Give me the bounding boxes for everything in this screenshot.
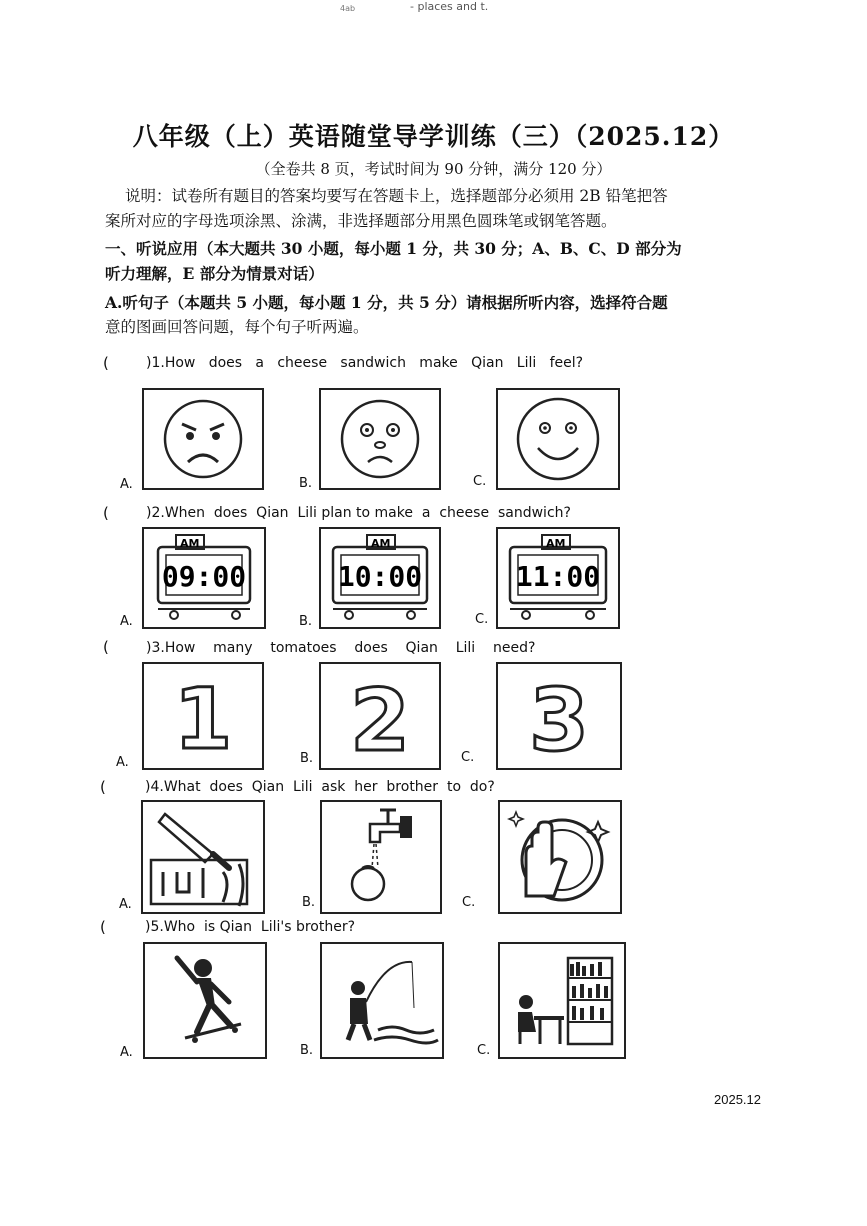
option-label: C. [477,1043,491,1058]
number-two-icon [321,664,439,768]
option-picture[interactable] [319,662,441,770]
tap-washing-tomato-icon [322,802,440,912]
number-text: 1 [173,670,233,768]
option-label: B. [300,1043,314,1058]
answer-paren[interactable]: ( [103,354,109,372]
option-label: A. [116,755,129,770]
section-heading [105,236,765,286]
section-heading-line-2: 听力理解，E 部分为情景对话） [105,264,324,283]
number-three-icon [498,664,620,768]
option-label: C. [475,612,489,627]
clock-time: 10:00 [337,560,423,593]
question-1: )1.How does a cheese sandwich make Qian Lili feel? [146,355,584,371]
question-2: )2.When does Qian Lili plan to make a cheese sandwich? [146,505,571,521]
option-label: A. [120,477,133,492]
part-a-heading-line-2: 意的图画回答问题，每个句子听两遍。 [105,318,369,336]
instructions [105,184,765,234]
option-picture[interactable] [141,800,265,914]
clock-am-label: AM [371,537,391,550]
instructions-line-2: 案所对应的字母选项涂黑、涂满，非选择题部分用黑色圆珠笔或钢笔答题。 [105,212,617,230]
option-picture[interactable] [496,527,620,629]
angry-face-icon [144,390,262,488]
option-picture[interactable] [498,800,622,914]
option-label: B. [300,751,314,766]
clock-time: 11:00 [515,560,601,593]
question-4: )4.What does Qian Lili ask her brother to do? [145,779,495,795]
option-label: B. [299,476,313,491]
number-text: 3 [529,671,589,768]
section-heading-line-1: 一、听说应用（本大题共 30 小题，每小题 1 分，共 30 分；A、B、C、D 部分为 [105,239,682,258]
option-picture[interactable] [142,527,266,629]
answer-paren[interactable]: ( [100,778,106,796]
scan-mark-text: - places and t. [410,0,489,13]
worried-face-icon [321,390,439,488]
number-one-icon [144,664,262,768]
clock-time: 09:00 [161,560,247,593]
question-3: )3.How many tomatoes does Qian Lili need? [146,640,536,656]
page-title: 八年级（上）英语随堂导学训练（三）（2025.12） [132,122,735,151]
option-picture[interactable] [496,388,620,490]
option-label: C. [461,750,475,765]
page-subtitle: （全卷共 8 页，考试时间为 90 分钟，满分 120 分） [255,160,612,178]
option-label: A. [120,1045,133,1060]
answer-paren[interactable]: ( [100,918,106,936]
skateboarder-icon [145,944,265,1057]
fisherman-icon [322,944,442,1057]
option-picture[interactable] [320,800,442,914]
option-label: A. [120,614,133,629]
reading-at-desk-icon [500,944,624,1057]
option-label: C. [462,895,476,910]
answer-paren[interactable]: ( [103,638,109,656]
option-picture[interactable] [319,527,441,629]
part-a-heading [105,290,765,340]
option-picture[interactable] [143,942,267,1059]
answer-paren[interactable]: ( [103,504,109,522]
knife-cutting-icon [143,802,263,912]
option-picture[interactable] [319,388,441,490]
digital-clock-icon [498,529,618,627]
option-label: B. [302,895,316,910]
clock-am-label: AM [180,537,200,550]
option-label: C. [473,474,487,489]
option-picture[interactable] [496,662,622,770]
clock-am-label: AM [546,537,566,550]
footer-date: 2025.12 [714,1092,761,1107]
option-picture[interactable] [498,942,626,1059]
instructions-line-1: 说明：试卷所有题目的答案均要写在答题卡上，选择题部分必须用 2B 铅笔把答 [125,187,668,205]
question-5: )5.Who is Qian Lili's brother? [145,919,356,935]
happy-face-icon [498,390,618,488]
digital-clock-icon [144,529,264,627]
option-label: B. [299,614,313,629]
option-picture[interactable] [142,662,264,770]
option-picture[interactable] [320,942,444,1059]
part-a-heading-line-1: A.听句子（本题共 5 小题，每小题 1 分，共 5 分）请根据所听内容，选择符合题 [105,293,668,312]
washing-dishes-icon [500,802,620,912]
option-label: A. [119,897,132,912]
digital-clock-icon [321,529,439,627]
scan-mark-small: 4ab [340,4,356,13]
option-picture[interactable] [142,388,264,490]
number-text: 2 [350,671,410,768]
